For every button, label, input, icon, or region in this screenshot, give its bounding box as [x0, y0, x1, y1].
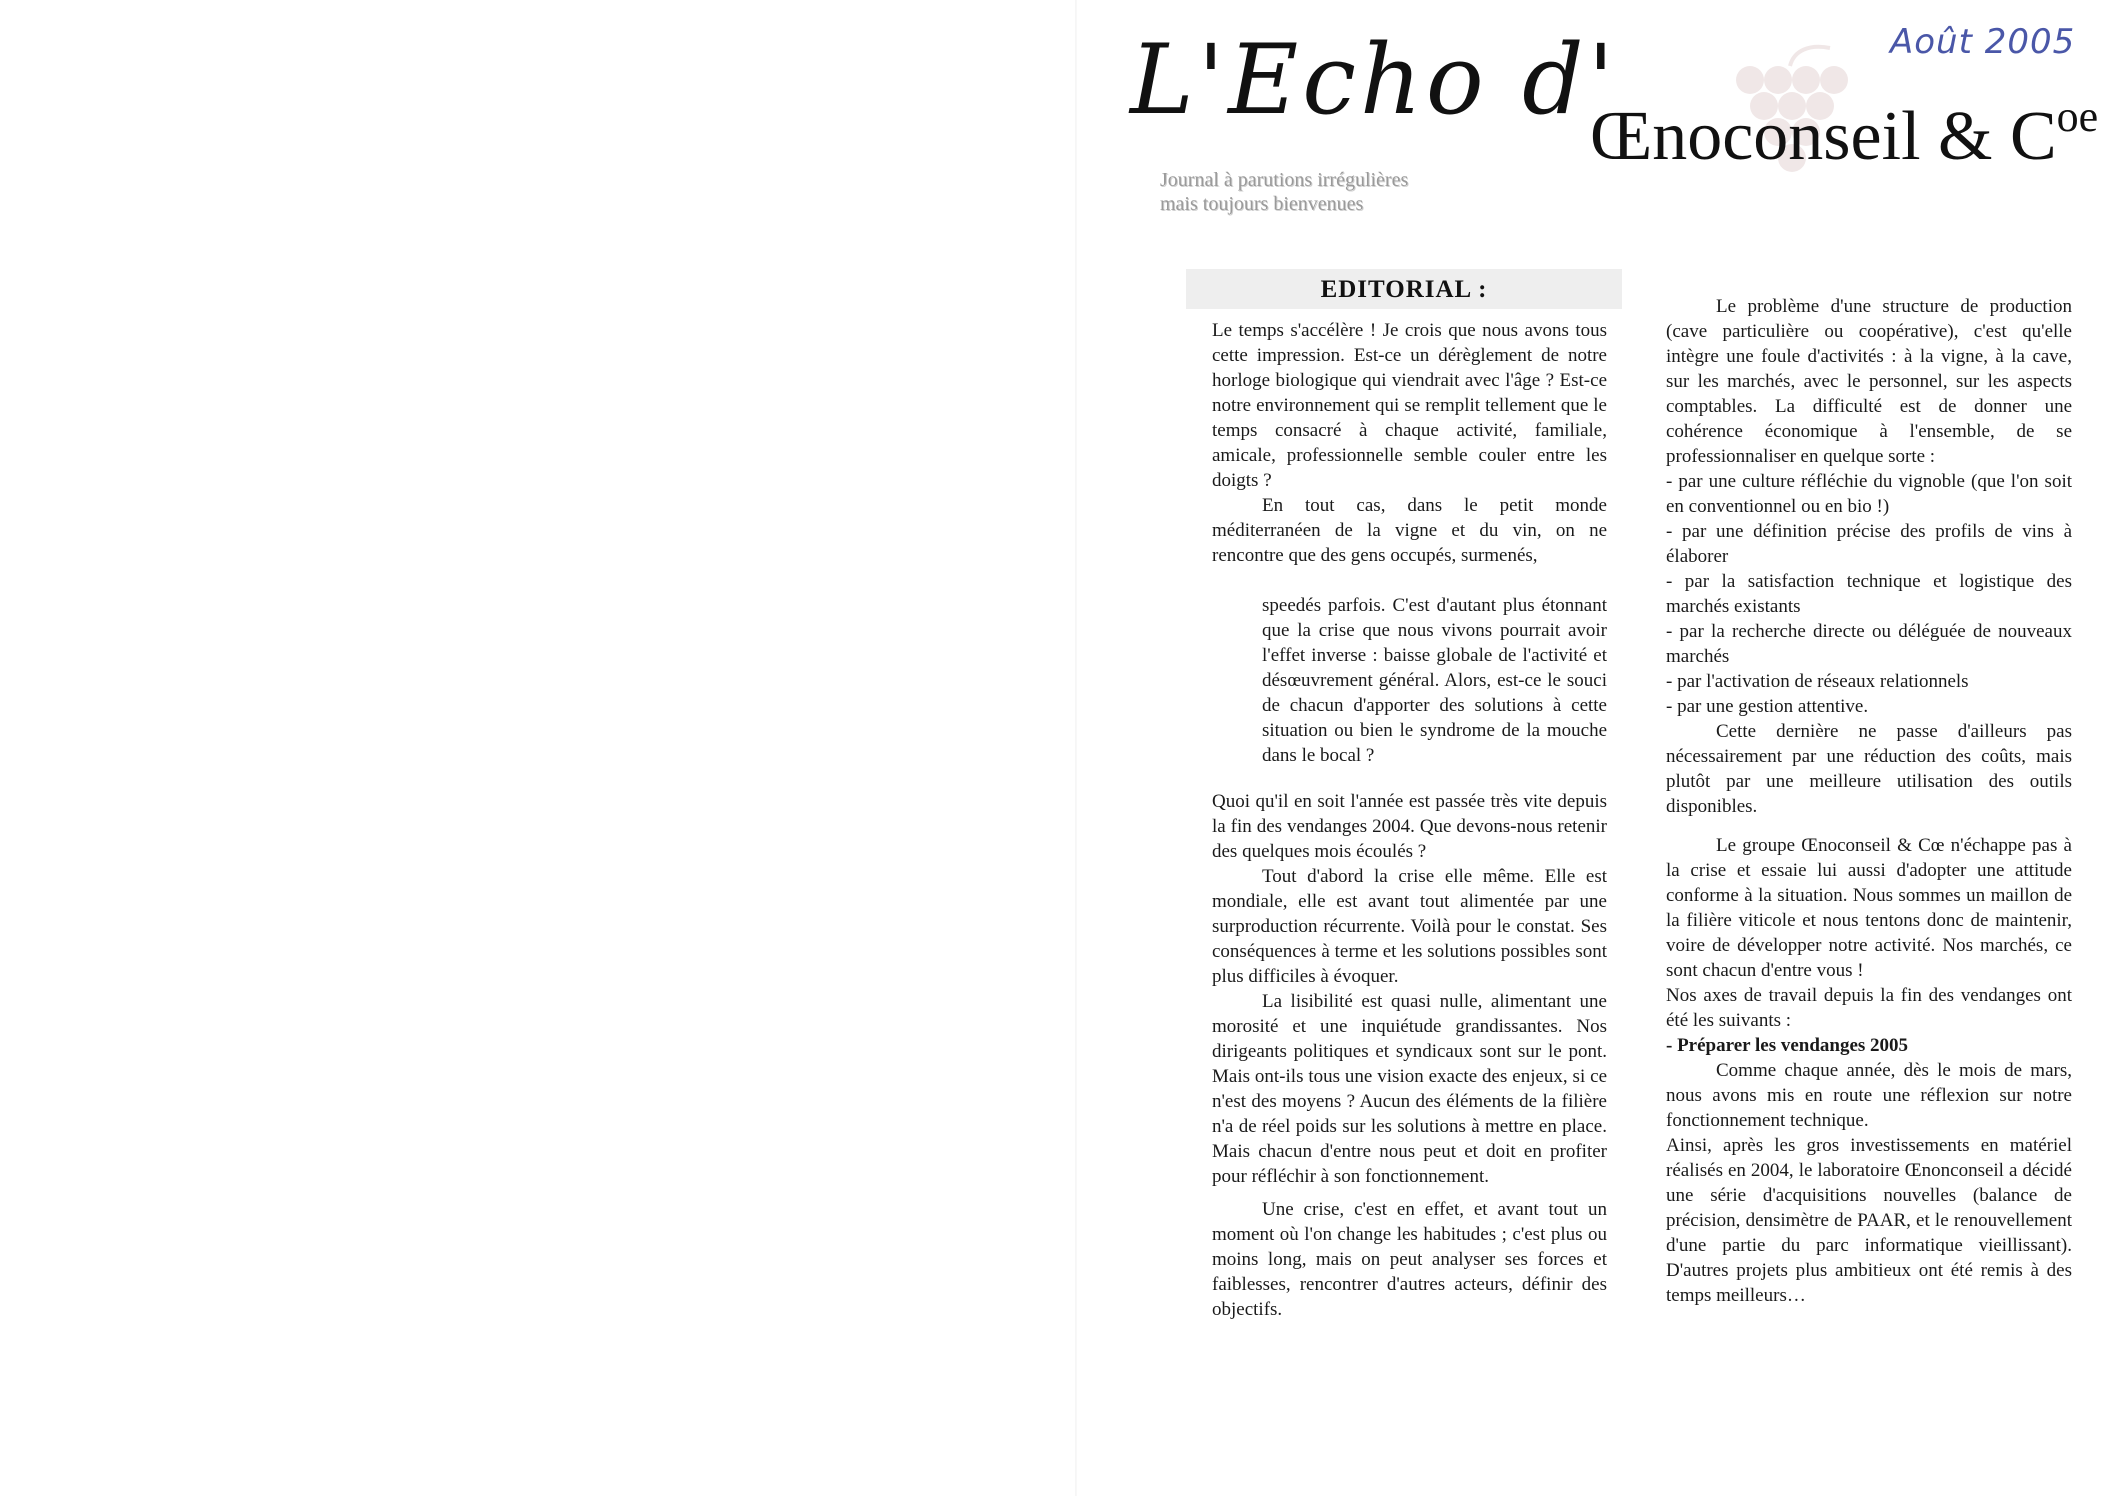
right-paragraph-6: Ainsi, après les gros investissements en matériel réalisés en 2004, le laboratoire Œnonconseil a décidé une série d'acquisitions nouvelles (balance de précision, densimètre de PAAR, et le renouvellement d'une partie du parc informatique vieillissant). D'autres projets plus ambitieux ont été remis à des temps meilleurs… — [1666, 1135, 2072, 1306]
left-paragraph-3: Quoi qu'il en soit l'année est passée très vite depuis la fin des vendanges 2004. Que devons-nous retenir des quelques mois écoulés ? — [1212, 791, 1607, 862]
left-paragraph-2-indented: speedés parfois. C'est d'autant plus étonnant que la crise que nous vivons pourrait avoir l'effet inverse : baisse globale de l'activité et désœuvrement général. Alors, est-ce le souci de chacun d'apporter des solutions à cette situation ou bien le syndrome de la mouche dans le bocal ? — [1262, 595, 1607, 766]
masthead-serif-title — [1590, 82, 2099, 175]
right-column — [1666, 294, 2072, 1308]
left-column-bottom — [1212, 789, 1607, 1322]
handwritten-date: Août 2005 — [1890, 22, 2076, 62]
left-column-top — [1212, 318, 1607, 568]
right-paragraph-1: Le problème d'une structure de production (cave particulière ou coopérative), c'est qu'elle intègre une foule d'activités : à la vigne, à la cave, sur les marchés, avec le personnel, sur les aspects comptables. La difficulté est de donner une cohérence économique à l'ensemble, de se professionnaliser en quelque sorte : — [1666, 296, 2072, 467]
masthead-script-title: L'Echo d' — [1130, 24, 1618, 136]
tagline — [1160, 168, 1408, 216]
left-paragraph-6: Une crise, c'est en effet, et avant tout un moment où l'on change les habitudes ; c'est plus ou moins long, mais on peut analyser ses forces et faiblesses, rencontrer d'autres acteurs, définir des objectifs. — [1212, 1199, 1607, 1320]
section-subheading: - Préparer les vendanges 2005 — [1666, 1035, 1909, 1056]
tagline-line-1: Journal à parutions irrégulières — [1160, 169, 1409, 191]
tagline-line-2: mais toujours bienvenues — [1160, 193, 1364, 215]
right-paragraph-5: Comme chaque année, dès le mois de mars, nous avons mis en route une réflexion sur notre fonctionnement technique. — [1666, 1060, 2072, 1131]
bullet-item: - par une définition précise des profils de vins à élaborer — [1666, 521, 2072, 567]
bullet-item: - par l'activation de réseaux relationnels — [1666, 671, 1969, 692]
bullet-item: - par une gestion attentive. — [1666, 696, 1869, 717]
masthead-superscript: oe — [2056, 92, 2099, 141]
editorial-title: EDITORIAL : — [1320, 276, 1488, 303]
left-paragraph-4: Tout d'abord la crise elle même. Elle est mondiale, elle est avant tout alimentée par une surproduction récurrente. Voilà pour le constat. Ses conséquences à terme et les solutions possibles sont plus difficiles à évoquer. — [1212, 866, 1607, 987]
bullet-item: - par la recherche directe ou déléguée de nouveaux marchés — [1666, 621, 2072, 667]
left-column-indented-block — [1262, 593, 1607, 768]
right-paragraph-3: Le groupe Œnoconseil & Cœ n'échappe pas à la crise et essaie lui aussi d'adopter une attitude conforme à la situation. Nous sommes un maillon de la filière viticole et nous tentons donc de maintenir, voire de développer notre activité. Nos marchés, ce sont chacun d'entre vous ! — [1666, 835, 2072, 981]
bullet-item: - par une culture réfléchie du vignoble (que l'on soit en conventionnel ou en bio !) — [1666, 471, 2072, 517]
masthead-serif-text: Œnoconseil & C — [1590, 98, 2057, 175]
bullet-item: - par la satisfaction technique et logistique des marchés existants — [1666, 571, 2072, 617]
right-paragraph-4: Nos axes de travail depuis la fin des vendanges ont été les suivants : — [1666, 985, 2072, 1031]
left-paragraph-5: La lisibilité est quasi nulle, alimentant une morosité et une inquiétude grandissantes. Nos dirigeants politiques et syndicaux sont sur le pont. Mais ont-ils tous une vision exacte des enjeux, si ce n'est des moyens ? Aucun des éléments de la filière n'a de réel poids sur les solutions à mettre en place. Mais chacun d'entre nous peut et doit en profiter pour réfléchir à son fonctionnement. — [1212, 991, 1607, 1187]
right-paragraph-2: Cette dernière ne passe d'ailleurs pas nécessairement par une réduction des coûts, mais plutôt par une meilleure utilisation des outils disponibles. — [1666, 721, 2072, 817]
left-paragraph-1: Le temps s'accélère ! Je crois que nous avons tous cette impression. Est-ce un dérèglement de notre horloge biologique qui viendrait avec l'âge ? Est-ce notre environnement qui se remplit tellement que le temps consacré à chaque activité, familiale, amicale, professionnelle semble couler entre les doigts ? — [1212, 320, 1607, 491]
left-paragraph-2: En tout cas, dans le petit monde méditerranéen de la vigne et du vin, on ne rencontre que des gens occupés, surmenés, — [1212, 495, 1607, 566]
